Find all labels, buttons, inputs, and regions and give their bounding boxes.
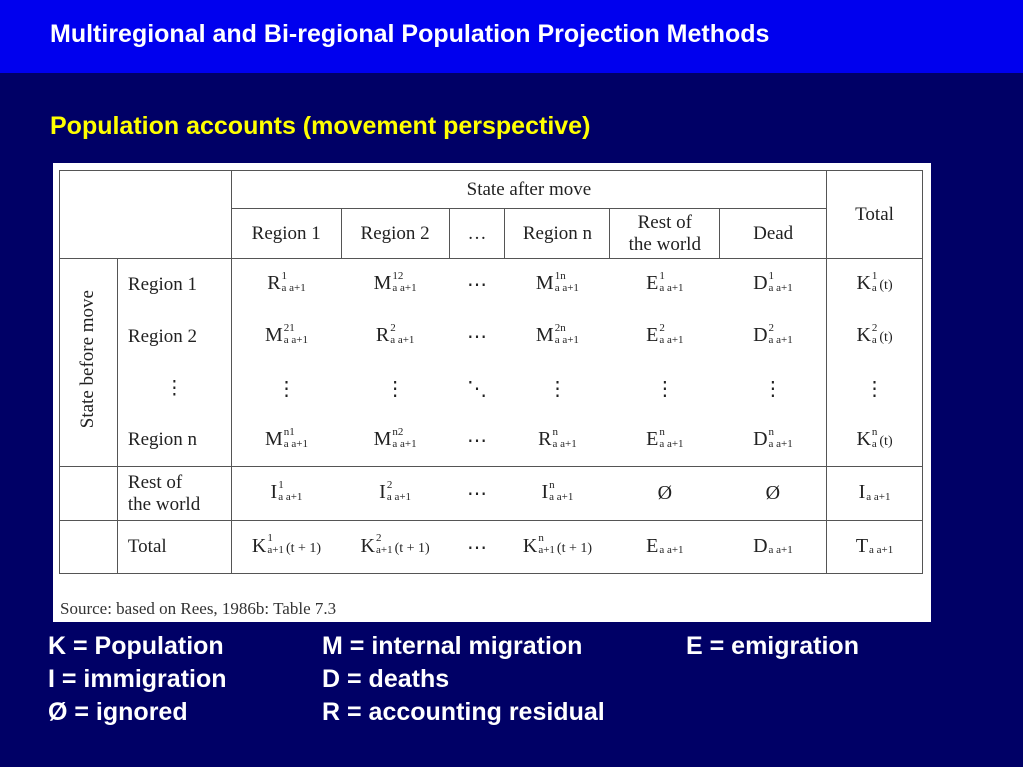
cell-symbol bbox=[541, 478, 574, 506]
cell-superscript: 2 bbox=[659, 321, 665, 334]
cell-subscript: a a+1 bbox=[659, 544, 684, 557]
cell-subscript: a+1 bbox=[538, 544, 555, 557]
cell-indices bbox=[278, 480, 302, 504]
cell-indices bbox=[392, 427, 416, 451]
cell-symbol bbox=[379, 478, 412, 506]
cell-r6-c5 bbox=[610, 521, 720, 574]
cell-base: M bbox=[264, 324, 283, 347]
cell-indices bbox=[538, 533, 555, 557]
cell-time: (t + 1) bbox=[394, 540, 430, 556]
cell-symbol bbox=[276, 376, 296, 401]
cell-subscript: a a+1 bbox=[392, 437, 417, 450]
cell-r4-c5 bbox=[610, 415, 720, 467]
cell-superscript: n bbox=[871, 425, 878, 438]
cell-r6-c1 bbox=[231, 521, 341, 574]
cell-symbol bbox=[467, 535, 487, 560]
cell-symbol bbox=[646, 425, 684, 453]
cell-base: T bbox=[855, 534, 869, 557]
cell-r3-c3 bbox=[449, 363, 505, 415]
cell-r3-c4 bbox=[505, 363, 610, 415]
cell-superscript: 2 bbox=[386, 478, 393, 491]
cell-r2-c4 bbox=[505, 311, 610, 363]
population-accounts-table bbox=[59, 170, 923, 574]
cell-superscript: 1 bbox=[871, 270, 878, 283]
cell-subscript: a a+1 bbox=[549, 490, 574, 503]
cell-indices bbox=[284, 323, 308, 347]
cell-time: (t + 1) bbox=[556, 540, 593, 556]
row-header-6: Total bbox=[117, 521, 231, 574]
cell-r2-c6 bbox=[720, 311, 827, 363]
col-header-2: Region 2 bbox=[341, 209, 449, 259]
rest-row-blank-cell bbox=[60, 467, 118, 521]
cell-base: K bbox=[251, 534, 267, 557]
cell-base: E bbox=[646, 272, 659, 295]
cell-base: M bbox=[535, 272, 554, 295]
cell-symbol bbox=[467, 376, 487, 401]
cell-base: ⋮ bbox=[276, 378, 297, 400]
cell-symbol bbox=[865, 376, 885, 401]
cell-indices bbox=[769, 533, 793, 557]
cell-r4-c3 bbox=[449, 415, 505, 467]
cell-superscript: n bbox=[659, 425, 665, 438]
cell-base: ⋮ bbox=[864, 378, 885, 400]
cell-indices bbox=[659, 271, 683, 295]
cell-indices bbox=[659, 323, 683, 347]
cell-r5-c4 bbox=[505, 467, 610, 521]
cell-base: ⋯ bbox=[467, 326, 488, 348]
cell-subscript: a a+1 bbox=[768, 333, 793, 346]
cell-base: I bbox=[541, 481, 549, 504]
cell-symbol bbox=[655, 376, 675, 401]
cell-r5-c2 bbox=[341, 467, 449, 521]
cell-base: R bbox=[267, 272, 281, 295]
col-header-1: Region 1 bbox=[231, 209, 341, 259]
cell-indices bbox=[769, 323, 793, 347]
row-header-2: Region 2 bbox=[117, 311, 231, 363]
row-header-3: ⋮ bbox=[117, 363, 231, 415]
cell-superscript: 2 bbox=[390, 321, 396, 334]
cell-base: K bbox=[856, 324, 871, 347]
cell-symbol bbox=[467, 272, 487, 297]
cell-indices bbox=[555, 271, 579, 295]
cell-symbol bbox=[264, 321, 308, 349]
cell-r3-c6 bbox=[720, 363, 827, 415]
cell-r6-c3 bbox=[449, 521, 505, 574]
cell-symbol bbox=[753, 321, 793, 349]
cell-subscript: a a+1 bbox=[659, 437, 684, 450]
legend-item: R = accounting residual bbox=[322, 698, 605, 726]
cell-time: (t) bbox=[879, 330, 893, 346]
cell-subscript: a a+1 bbox=[552, 437, 577, 450]
slide-title: Multiregional and Bi-regional Population Projection Methods bbox=[50, 20, 770, 48]
cell-superscript: 2 bbox=[871, 321, 878, 334]
cell-indices bbox=[387, 480, 411, 504]
cell-base: E bbox=[646, 324, 659, 347]
cell-symbol bbox=[753, 425, 793, 453]
slide-subtitle: Population accounts (movement perspective) bbox=[50, 112, 591, 140]
cell-base: ⋯ bbox=[467, 536, 488, 559]
cell-symbol bbox=[374, 272, 417, 297]
cell-superscript: 1 bbox=[281, 270, 288, 283]
cell-base: R bbox=[375, 324, 390, 347]
cell-base: K bbox=[856, 427, 871, 450]
row-header-4: Region n bbox=[117, 415, 231, 467]
cell-r4-c1 bbox=[231, 415, 341, 467]
cell-superscript: 2 bbox=[376, 532, 382, 545]
legend-item: D = deaths bbox=[322, 665, 450, 693]
state-before-move-label: State before move bbox=[77, 290, 99, 429]
cell-base: K bbox=[856, 272, 871, 295]
cell-base: ⋯ bbox=[467, 429, 488, 452]
cell-subscript: a a+1 bbox=[390, 333, 415, 346]
col-header-4: Region n bbox=[505, 209, 610, 259]
cell-superscript: 21 bbox=[283, 321, 295, 334]
cell-superscript: n bbox=[538, 532, 544, 545]
cell-subscript: a+1 bbox=[267, 544, 284, 557]
cell-superscript: 1 bbox=[267, 532, 273, 545]
cell-symbol bbox=[385, 376, 405, 401]
cell-indices bbox=[769, 271, 793, 295]
cell-superscript: n bbox=[552, 425, 558, 438]
cell-r4-c7 bbox=[827, 415, 923, 467]
legend-item: K = Population bbox=[48, 632, 224, 660]
cell-symbol bbox=[535, 321, 579, 349]
cell-subscript: a a+1 bbox=[278, 490, 303, 503]
cell-r2-c7 bbox=[827, 311, 923, 363]
total-row-blank-cell bbox=[60, 521, 118, 574]
cell-subscript: a a+1 bbox=[768, 437, 793, 450]
cell-base: I bbox=[858, 481, 866, 504]
cell-subscript: a bbox=[871, 333, 877, 346]
cell-superscript: n2 bbox=[392, 425, 404, 438]
cell-symbol bbox=[264, 425, 308, 453]
cell-r6-c6 bbox=[720, 521, 827, 574]
cell-indices bbox=[866, 480, 890, 504]
cell-subscript: a a+1 bbox=[281, 282, 306, 295]
cell-indices bbox=[869, 533, 893, 557]
cell-base: ⋯ bbox=[467, 274, 488, 297]
total-col-header: Total bbox=[827, 171, 923, 259]
cell-symbol bbox=[267, 272, 306, 297]
cell-indices bbox=[284, 427, 308, 451]
cell-subscript: a a+1 bbox=[659, 333, 684, 346]
cell-time: (t) bbox=[879, 278, 893, 294]
cell-r2-c2 bbox=[341, 311, 449, 363]
cell-base: D bbox=[753, 324, 768, 347]
cell-superscript: 1n bbox=[554, 270, 566, 283]
cell-superscript: n bbox=[768, 425, 775, 438]
col-header-6: Dead bbox=[720, 209, 827, 259]
legend-item: E = emigration bbox=[686, 632, 859, 660]
row-header-5: Rest of the world bbox=[117, 467, 231, 521]
cell-indices bbox=[282, 271, 306, 295]
cell-symbol bbox=[856, 321, 893, 349]
cell-base: M bbox=[373, 427, 392, 450]
cell-superscript: 1 bbox=[278, 478, 284, 491]
cell-base: E bbox=[646, 534, 659, 557]
cell-symbol bbox=[547, 376, 567, 401]
cell-symbol bbox=[467, 428, 487, 453]
cell-subscript: a a+1 bbox=[869, 544, 894, 557]
cell-symbol bbox=[538, 425, 577, 453]
cell-indices bbox=[659, 533, 683, 557]
corner-cell bbox=[60, 171, 232, 259]
cell-r1-c3 bbox=[449, 259, 505, 311]
cell-symbol bbox=[646, 535, 683, 560]
cell-indices bbox=[549, 480, 573, 504]
cell-symbol bbox=[646, 272, 683, 297]
cell-base: ⋱ bbox=[467, 378, 488, 400]
cell-base: ⋮ bbox=[547, 378, 568, 400]
cell-symbol bbox=[360, 532, 430, 560]
cell-r4-c2 bbox=[341, 415, 449, 467]
cell-base: ⋮ bbox=[385, 378, 406, 400]
cell-r2-c1 bbox=[231, 311, 341, 363]
cell-time: (t) bbox=[879, 433, 893, 449]
col-header-5: Rest of the world bbox=[610, 209, 720, 259]
cell-base: ⋮ bbox=[654, 378, 675, 400]
cell-r2-c5 bbox=[610, 311, 720, 363]
legend-item: M = internal migration bbox=[322, 632, 583, 660]
cell-indices bbox=[769, 427, 793, 451]
cell-base: ⋮ bbox=[762, 378, 783, 400]
cell-r5-c5 bbox=[610, 467, 720, 521]
cell-r3-c7 bbox=[827, 363, 923, 415]
cell-base: E bbox=[646, 427, 659, 450]
state-after-move-header: State after move bbox=[231, 171, 826, 209]
legend-item: I = immigration bbox=[48, 665, 227, 693]
cell-symbol bbox=[856, 272, 892, 297]
cell-symbol bbox=[658, 482, 672, 505]
cell-base: M bbox=[373, 272, 392, 295]
cell-base: Ø bbox=[765, 482, 781, 504]
cell-r2-c3 bbox=[449, 311, 505, 363]
cell-r4-c4 bbox=[505, 415, 610, 467]
cell-r1-c4 bbox=[505, 259, 610, 311]
cell-time: (t + 1) bbox=[285, 540, 322, 556]
table-source: Source: based on Rees, 1986b: Table 7.3 bbox=[60, 599, 337, 618]
cell-r5-c1 bbox=[231, 467, 341, 521]
cell-base: I bbox=[379, 481, 386, 504]
cell-r3-c2 bbox=[341, 363, 449, 415]
cell-subscript: a a+1 bbox=[392, 282, 417, 295]
cell-base: K bbox=[522, 534, 538, 557]
cell-base: M bbox=[535, 324, 554, 347]
cell-symbol bbox=[859, 481, 891, 506]
cell-base: D bbox=[753, 272, 768, 295]
cell-subscript: a a+1 bbox=[283, 437, 308, 450]
cell-symbol bbox=[646, 321, 684, 349]
cell-symbol bbox=[753, 272, 793, 297]
cell-r5-c7 bbox=[827, 467, 923, 521]
cell-indices bbox=[659, 427, 683, 451]
cell-subscript: a a+1 bbox=[554, 282, 579, 295]
accounts-table-figure bbox=[53, 163, 931, 622]
cell-symbol bbox=[856, 425, 893, 453]
cell-r5-c6 bbox=[720, 467, 827, 521]
cell-indices bbox=[555, 323, 579, 347]
cell-symbol bbox=[753, 535, 793, 560]
cell-r6-c2 bbox=[341, 521, 449, 574]
cell-symbol bbox=[270, 478, 303, 506]
cell-base: M bbox=[264, 427, 283, 450]
cell-subscript: a a+1 bbox=[283, 333, 308, 346]
cell-subscript: a bbox=[871, 282, 877, 295]
state-before-move-header bbox=[60, 259, 118, 467]
cell-superscript: n bbox=[549, 478, 555, 491]
cell-r1-c5 bbox=[610, 259, 720, 311]
row-header-1: Region 1 bbox=[117, 259, 231, 311]
cell-symbol bbox=[766, 482, 780, 505]
cell-indices bbox=[390, 323, 414, 347]
cell-base: Ø bbox=[657, 482, 673, 504]
cell-subscript: a a+1 bbox=[554, 333, 579, 346]
cell-base: D bbox=[753, 534, 768, 557]
cell-r1-c1 bbox=[231, 259, 341, 311]
cell-symbol bbox=[763, 376, 783, 401]
cell-r1-c2 bbox=[341, 259, 449, 311]
cell-superscript: 1 bbox=[659, 270, 665, 283]
cell-r5-c3 bbox=[449, 467, 505, 521]
cell-r3-c1 bbox=[231, 363, 341, 415]
cell-superscript bbox=[866, 480, 890, 492]
cell-r6-c7 bbox=[827, 521, 923, 574]
cell-indices bbox=[872, 271, 878, 295]
col-header-3: … bbox=[449, 209, 505, 259]
cell-r6-c4 bbox=[505, 521, 610, 574]
cell-subscript: a a+1 bbox=[768, 282, 793, 295]
cell-r3-c5 bbox=[610, 363, 720, 415]
cell-symbol bbox=[373, 425, 417, 453]
cell-r4-c6 bbox=[720, 415, 827, 467]
cell-symbol bbox=[467, 481, 487, 506]
cell-indices bbox=[376, 533, 393, 557]
cell-r1-c7 bbox=[827, 259, 923, 311]
cell-base: I bbox=[270, 481, 278, 504]
cell-subscript: a a+1 bbox=[386, 490, 412, 503]
cell-superscript: 12 bbox=[392, 270, 404, 283]
cell-symbol bbox=[467, 324, 487, 349]
cell-symbol bbox=[856, 535, 893, 560]
cell-subscript: a bbox=[871, 437, 877, 450]
cell-symbol bbox=[251, 532, 322, 560]
cell-base: D bbox=[753, 427, 768, 450]
cell-superscript: 1 bbox=[768, 270, 775, 283]
cell-r1-c6 bbox=[720, 259, 827, 311]
cell-base: K bbox=[360, 534, 375, 557]
cell-subscript: a a+1 bbox=[866, 490, 891, 503]
cell-symbol bbox=[536, 272, 579, 297]
cell-subscript: a a+1 bbox=[768, 544, 793, 557]
cell-symbol bbox=[522, 532, 593, 560]
cell-superscript: n1 bbox=[283, 425, 295, 438]
cell-indices bbox=[872, 427, 878, 451]
cell-base: ⋯ bbox=[467, 483, 488, 505]
cell-symbol bbox=[375, 321, 415, 349]
legend-item: Ø = ignored bbox=[48, 698, 188, 726]
cell-indices bbox=[872, 323, 878, 347]
cell-base: R bbox=[538, 427, 552, 450]
cell-indices bbox=[267, 533, 284, 557]
cell-indices bbox=[392, 271, 416, 295]
cell-indices bbox=[553, 427, 577, 451]
cell-superscript: 2 bbox=[768, 321, 775, 334]
cell-subscript: a+1 bbox=[376, 544, 393, 557]
cell-superscript: 2n bbox=[554, 321, 566, 334]
cell-subscript: a a+1 bbox=[659, 282, 684, 295]
